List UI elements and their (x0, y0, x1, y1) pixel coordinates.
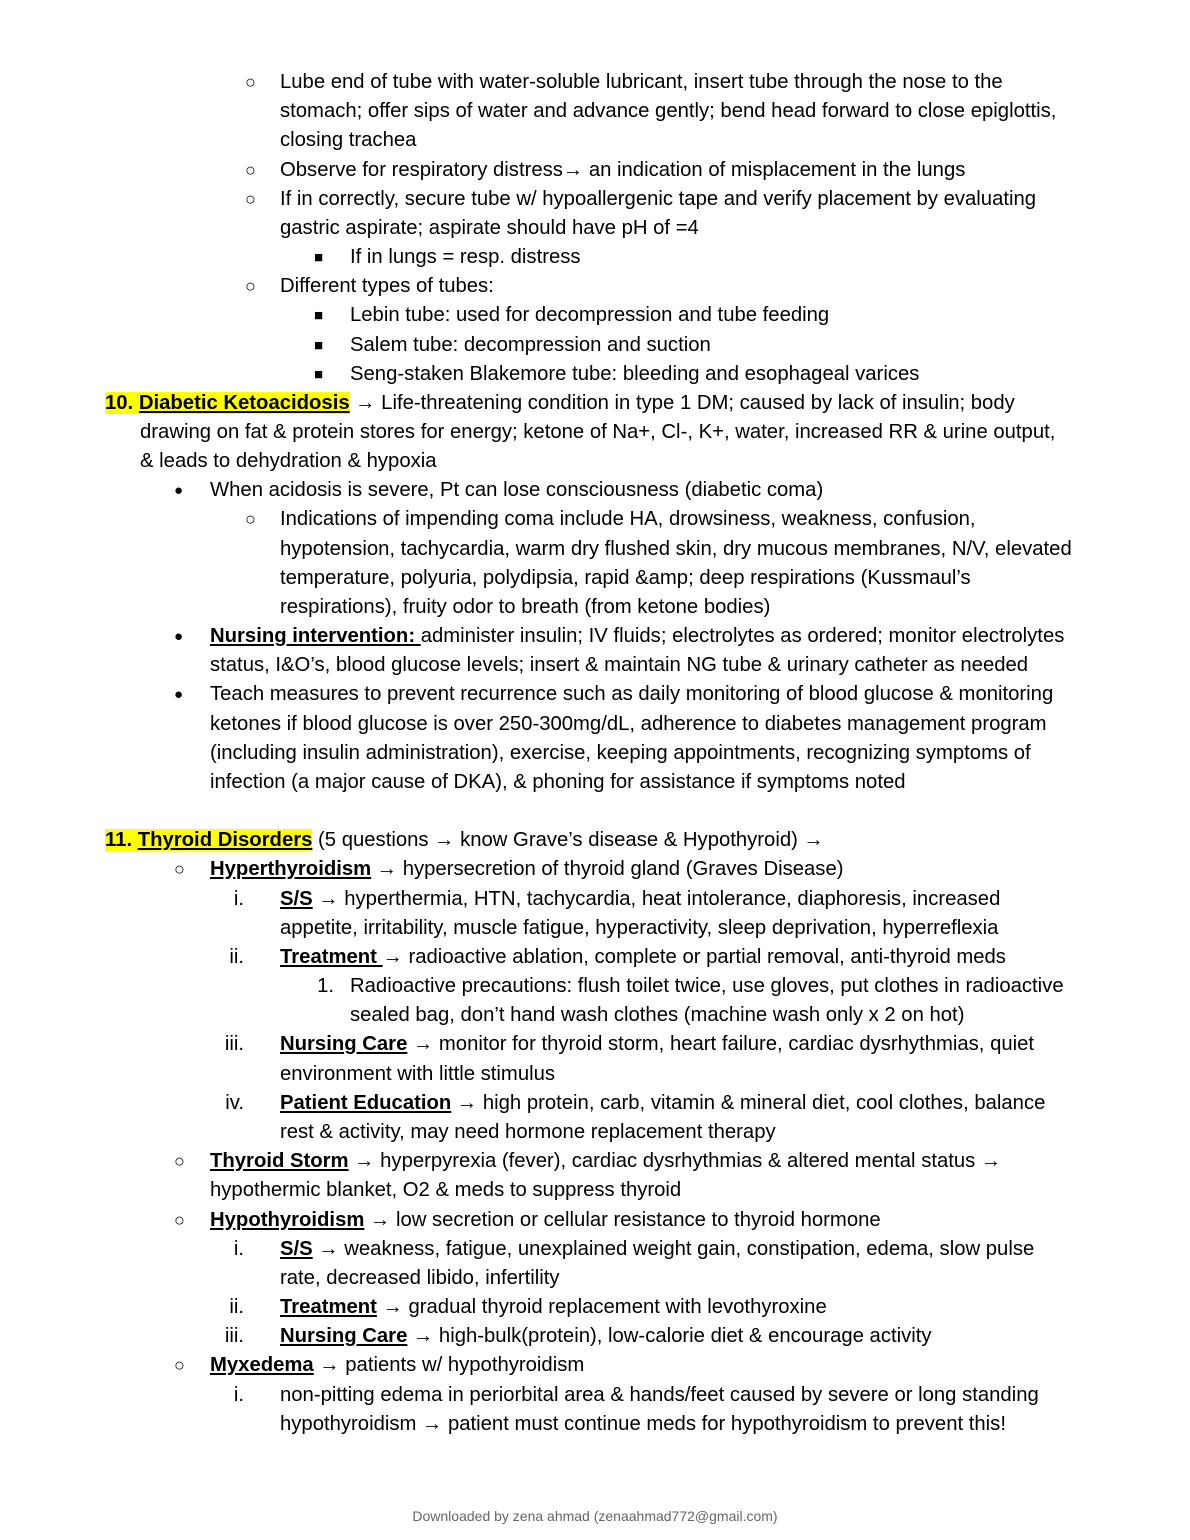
section-number: 11. (105, 829, 133, 851)
text-line: infection (a major cause of DKA), & phoning for assistance if symptoms noted (210, 771, 906, 793)
square-bullet-icon: ■ (314, 307, 324, 324)
text-line: Different types of tubes: (280, 275, 494, 297)
circle-bullet-icon: ○ (245, 276, 256, 296)
text-line: If in lungs = resp. distress (350, 246, 581, 268)
text-line: rate, decreased libido, infertility (280, 1267, 560, 1289)
list-marker: i. (233, 1384, 244, 1406)
list-marker: 1. (317, 975, 334, 997)
dot-bullet-icon: ● (174, 482, 184, 499)
text-line: appetite, irritability, muscle fatigue, hyperactivity, sleep deprivation, hyperreflexia (280, 917, 999, 939)
text-line: Treatment → radioactive ablation, complete or partial removal, anti-thyroid meds (280, 946, 1006, 968)
text-line: gastric aspirate; aspirate should have pH of =4 (280, 217, 699, 239)
text-line: hypotension, tachycardia, warm dry flushed skin, dry mucous membranes, N/V, elevated (280, 538, 1072, 560)
text-line: environment with little stimulus (280, 1063, 556, 1085)
section-title: Thyroid Disorders (137, 829, 313, 851)
text-line: Myxedema → patients w/ hypothyroidism (210, 1354, 585, 1376)
list-marker: iii. (224, 1033, 244, 1055)
text-line: Observe for respiratory distress→ an indication of misplacement in the lungs (280, 159, 966, 181)
text-line: Indications of impending coma include HA, drowsiness, weakness, confusion, (280, 508, 976, 530)
circle-bullet-icon: ○ (174, 1210, 185, 1230)
text-line: drawing on fat & protein stores for energy; ketone of Na+, Cl-, K+, water, increased RR & urine output, (140, 421, 1056, 443)
list-marker: iii. (224, 1325, 244, 1347)
circle-bullet-icon: ○ (174, 1151, 185, 1171)
list-marker: iv. (225, 1092, 244, 1114)
circle-bullet-icon: ○ (174, 859, 185, 879)
list-marker: i. (233, 888, 244, 910)
text-line: sealed bag, don’t hand wash clothes (machine wash only x 2 on hot) (350, 1004, 965, 1026)
text-line: S/S → weakness, fatigue, unexplained weight gain, constipation, edema, slow pulse (280, 1238, 1035, 1260)
circle-bullet-icon: ○ (245, 72, 256, 92)
text-line: Teach measures to prevent recurrence such as daily monitoring of blood glucose & monitoring (210, 683, 1054, 705)
text-line: closing trachea (280, 129, 417, 151)
text-line: hypothyroidism → patient must continue meds for hypothyroidism to prevent this! (280, 1413, 1006, 1435)
square-bullet-icon: ■ (314, 337, 324, 354)
text-line: ketones if blood glucose is over 250-300mg/dL, adherence to diabetes management program (210, 713, 1047, 735)
text-line: Seng-staken Blakemore tube: bleeding and esophageal varices (350, 363, 920, 385)
section-number: 10. (105, 392, 134, 414)
text-line: temperature, polyuria, polydipsia, rapid &amp; deep respirations (Kussmaul’s (280, 567, 971, 589)
text-line: Salem tube: decompression and suction (350, 334, 711, 356)
circle-bullet-icon: ○ (245, 160, 256, 180)
text-line: When acidosis is severe, Pt can lose consciousness (diabetic coma) (210, 479, 824, 501)
text-line: Treatment → gradual thyroid replacement with levothyroxine (280, 1296, 827, 1318)
text-line: & leads to dehydration & hypoxia (140, 450, 437, 472)
text-line: rest & activity, may need hormone replacement therapy (280, 1121, 776, 1143)
text-line: Hyperthyroidism → hypersecretion of thyroid gland (Graves Disease) (210, 858, 844, 880)
text-line: Nursing Care → high-bulk(protein), low-calorie diet & encourage activity (280, 1325, 932, 1347)
text-line: Lebin tube: used for decompression and tube feeding (350, 304, 830, 326)
square-bullet-icon: ■ (314, 249, 324, 266)
text-line: respirations), fruity odor to breath (from ketone bodies) (280, 596, 771, 618)
text-line: stomach; offer sips of water and advance gently; bend head forward to close epiglottis, (280, 100, 1057, 122)
nursing-intervention-label: Nursing intervention: (210, 625, 421, 647)
text-line: (including insulin administration), exercise, keeping appointments, recognizing symptoms of (210, 742, 1031, 764)
section-heading-thyroid: 11. Thyroid Disorders (5 questions → know Grave’s disease & Hypothyroid) → (105, 829, 824, 851)
square-bullet-icon: ■ (314, 366, 324, 383)
text-line: Lube end of tube with water-soluble lubricant, insert tube through the nose to the (280, 71, 1003, 93)
text-line: Thyroid Storm → hyperpyrexia (fever), cardiac dysrhythmias & altered mental status → (210, 1150, 1002, 1172)
circle-bullet-icon: ○ (245, 509, 256, 529)
text-line: Hypothyroidism → low secretion or cellular resistance to thyroid hormone (210, 1209, 881, 1231)
list-marker: i. (233, 1238, 244, 1260)
circle-bullet-icon: ○ (174, 1355, 185, 1375)
dot-bullet-icon: ● (174, 686, 184, 703)
text-line: If in correctly, secure tube w/ hypoallergenic tape and verify placement by evaluating (280, 188, 1037, 210)
text-line: Radioactive precautions: flush toilet twice, use gloves, put clothes in radioactive (350, 975, 1064, 997)
text-line: non-pitting edema in periorbital area & hands/feet caused by severe or long standing (280, 1384, 1039, 1406)
text-line: S/S → hyperthermia, HTN, tachycardia, heat intolerance, diaphoresis, increased (280, 888, 1001, 910)
text-line: Patient Education → high protein, carb, vitamin & mineral diet, cool clothes, balance (280, 1092, 1046, 1114)
text-line: status, I&O’s, blood glucose levels; insert & maintain NG tube & urinary catheter as needed (210, 654, 1029, 676)
circle-bullet-icon: ○ (245, 189, 256, 209)
dot-bullet-icon: ● (174, 628, 184, 645)
download-footer: Downloaded by zena ahmad (zenaahmad772@gmail.com) (412, 1508, 778, 1524)
section-heading-dka: 10. Diabetic Ketoacidosis → Life-threatening condition in type 1 DM; caused by lack of insulin; body (105, 392, 1015, 414)
text-line: hypothermic blanket, O2 & meds to suppress thyroid (210, 1179, 682, 1201)
list-marker: ii. (229, 1296, 244, 1318)
text-line: Nursing Care → monitor for thyroid storm, heart failure, cardiac dysrhythmias, quiet (280, 1033, 1035, 1055)
list-marker: ii. (229, 946, 244, 968)
section-title: Diabetic Ketoacidosis (138, 392, 350, 414)
text-line: Nursing intervention: administer insulin; IV fluids; electrolytes as ordered; monitor electrolytes (210, 625, 1065, 647)
